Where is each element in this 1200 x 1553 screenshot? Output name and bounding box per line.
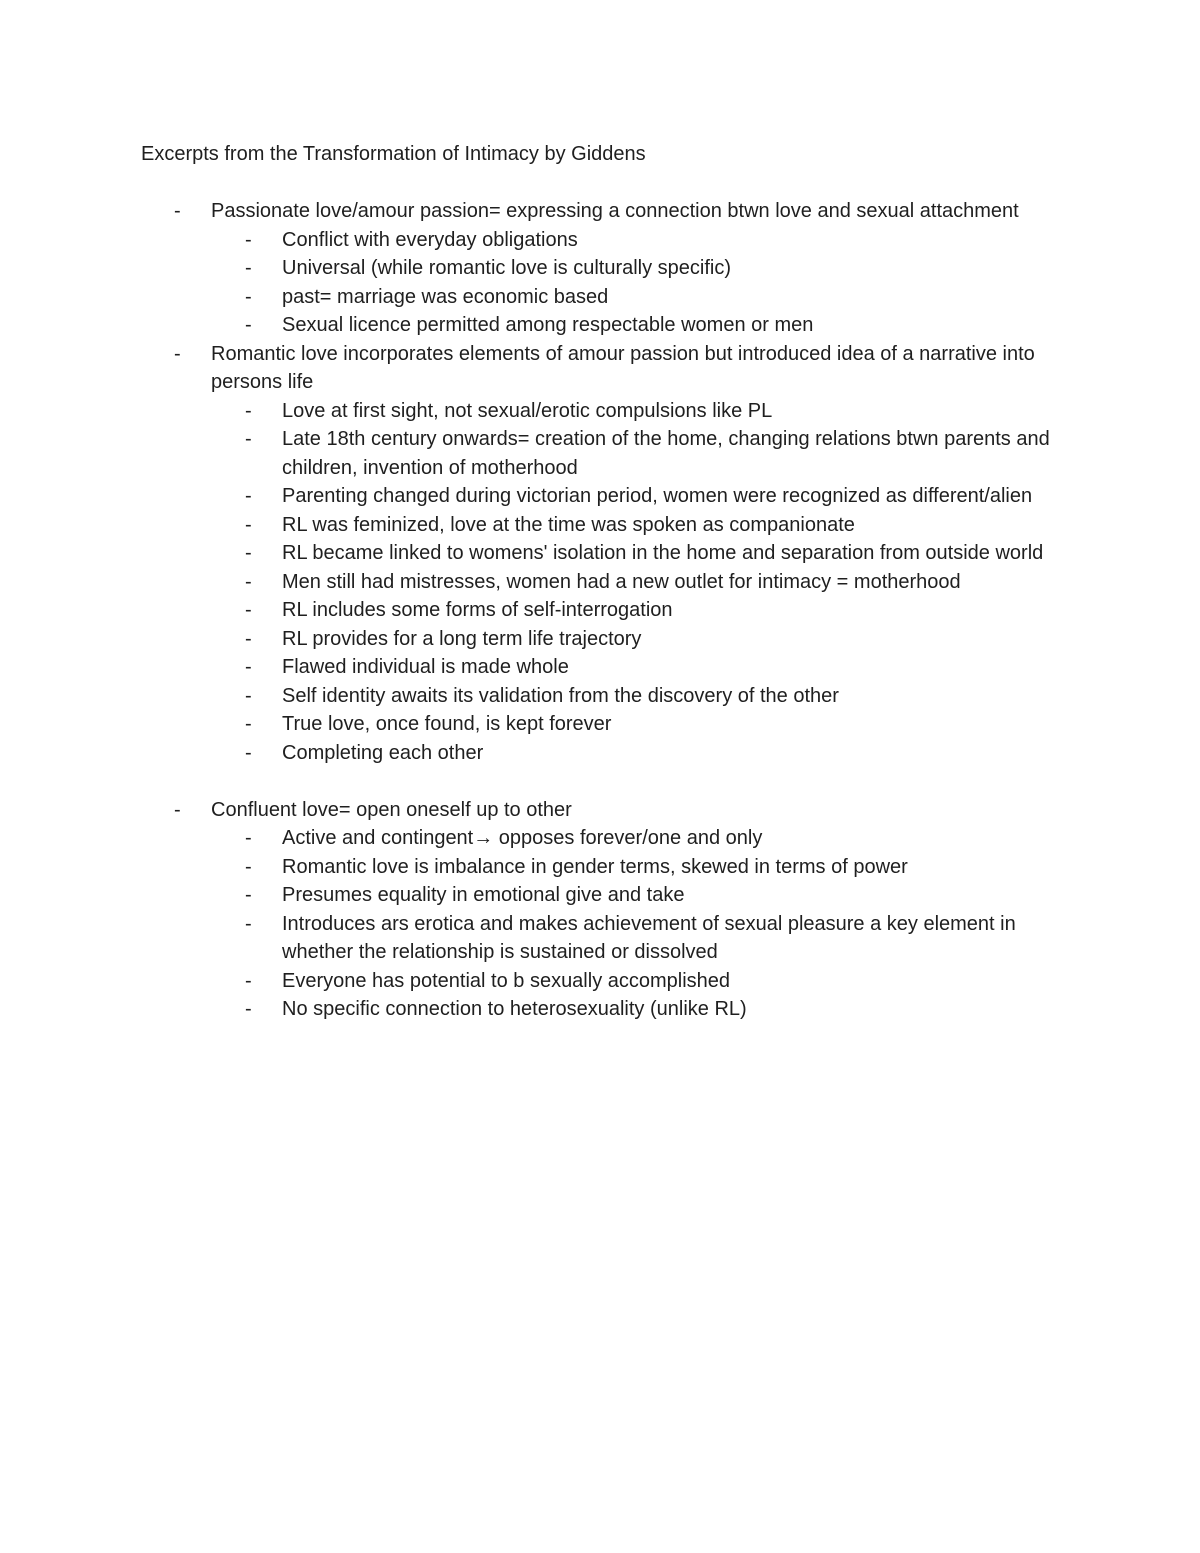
list-item-sub bbox=[141, 397, 1071, 426]
list-item-text: RL was feminized, love at the time was spoken as companionate bbox=[282, 513, 855, 536]
bullet-dash: - bbox=[245, 998, 252, 1020]
list-item-text: Romantic love incorporates elements of amour passion but introduced idea of a narrative into persons life bbox=[211, 342, 1035, 393]
list-item-sub bbox=[141, 226, 1071, 255]
list-item-sub bbox=[141, 283, 1071, 312]
bullet-dash: - bbox=[174, 200, 181, 222]
list-item-sub bbox=[141, 881, 1071, 910]
list-item-main bbox=[141, 340, 1071, 397]
bullet-dash: - bbox=[245, 513, 252, 536]
bullet-dash: - bbox=[245, 627, 252, 650]
bullet-dash: - bbox=[245, 741, 252, 764]
bullet-dash: - bbox=[245, 656, 252, 678]
bullet-dash: - bbox=[245, 314, 252, 336]
list-item-text: Self identity awaits its validation from the discovery of the other bbox=[282, 684, 839, 707]
bullet-dash: - bbox=[245, 969, 252, 992]
bullet-dash: - bbox=[245, 855, 252, 878]
list-item-text: RL became linked to womens' isolation in the home and separation from outside world bbox=[282, 542, 1044, 564]
list-item-sub bbox=[141, 653, 1071, 682]
list-item-sub bbox=[141, 824, 1071, 853]
list-item-text: Flawed individual is made whole bbox=[282, 656, 569, 678]
list-item-text: True love, once found, is kept forever bbox=[282, 713, 612, 735]
list-item-text: Men still had mistresses, women had a new outlet for intimacy = motherhood bbox=[282, 570, 961, 593]
bullet-dash: - bbox=[245, 228, 252, 251]
list-item-sub bbox=[141, 710, 1071, 739]
list-item-sub bbox=[141, 539, 1071, 568]
list-item-text: Introduces ars erotica and makes achievement of sexual pleasure a key element in whether the relationship is sustained or dissolved bbox=[282, 912, 1016, 963]
blank-line bbox=[141, 767, 1071, 796]
list-item-text: RL includes some forms of self-interrogation bbox=[282, 599, 673, 621]
list-item-sub bbox=[141, 596, 1071, 625]
list-item-text: Love at first sight, not sexual/erotic compulsions like PL bbox=[282, 399, 773, 422]
bullet-dash: - bbox=[245, 884, 252, 906]
bullet-dash: - bbox=[245, 827, 252, 849]
bullet-dash: - bbox=[245, 428, 252, 450]
list-item-text: Active and contingent→ opposes forever/one and only bbox=[282, 827, 763, 849]
list-item-main bbox=[141, 796, 1071, 825]
list-item-text: Romantic love is imbalance in gender terms, skewed in terms of power bbox=[282, 855, 908, 878]
list-item-text: Presumes equality in emotional give and take bbox=[282, 884, 685, 906]
list-item-text: Confluent love= open oneself up to other bbox=[211, 798, 572, 821]
bullet-dash: - bbox=[245, 599, 252, 621]
list-item-text: Completing each other bbox=[282, 741, 484, 764]
list-item-text: Passionate love/amour passion= expressing a connection btwn love and sexual attachment bbox=[211, 200, 1019, 222]
bullet-dash: - bbox=[245, 285, 252, 308]
list-item-sub bbox=[141, 425, 1071, 482]
list-item-sub bbox=[141, 853, 1071, 882]
list-item-text: Parenting changed during victorian period, women were recognized as different/alien bbox=[282, 485, 1033, 507]
list-item-sub bbox=[141, 967, 1071, 996]
document-title: Excerpts from the Transformation of Intimacy by Giddens bbox=[141, 143, 646, 165]
bullet-dash: - bbox=[245, 485, 252, 507]
bullet-dash: - bbox=[174, 798, 181, 821]
list-item-sub bbox=[141, 995, 1071, 1024]
bullet-dash: - bbox=[245, 684, 252, 707]
list-item-text: RL provides for a long term life trajectory bbox=[282, 627, 642, 650]
bullet-dash: - bbox=[245, 713, 252, 735]
notes-outline bbox=[141, 197, 1071, 1024]
list-item-text: Everyone has potential to b sexually accomplished bbox=[282, 969, 731, 992]
bullet-dash: - bbox=[245, 257, 252, 279]
list-item-sub bbox=[141, 910, 1071, 967]
list-item-sub bbox=[141, 482, 1071, 511]
bullet-dash: - bbox=[245, 912, 252, 935]
list-item-main bbox=[141, 197, 1071, 226]
list-item-text: Conflict with everyday obligations bbox=[282, 228, 578, 251]
list-item-sub bbox=[141, 511, 1071, 540]
list-item-text: past= marriage was economic based bbox=[282, 285, 609, 308]
list-item-sub bbox=[141, 739, 1071, 768]
list-item-sub bbox=[141, 311, 1071, 340]
list-item-sub bbox=[141, 682, 1071, 711]
list-item-text: Sexual licence permitted among respectable women or men bbox=[282, 314, 814, 336]
list-item-text: Universal (while romantic love is culturally specific) bbox=[282, 257, 732, 279]
bullet-dash: - bbox=[245, 399, 252, 422]
bullet-dash: - bbox=[245, 570, 252, 593]
list-item-sub bbox=[141, 254, 1071, 283]
bullet-dash: - bbox=[174, 342, 181, 365]
bullet-dash: - bbox=[245, 542, 252, 564]
list-item-text: No specific connection to heterosexuality (unlike RL) bbox=[282, 998, 747, 1020]
list-item-sub bbox=[141, 568, 1071, 597]
list-item-text: Late 18th century onwards= creation of the home, changing relations btwn parents and children, invention of motherhood bbox=[282, 428, 1050, 479]
list-item-sub bbox=[141, 625, 1071, 654]
